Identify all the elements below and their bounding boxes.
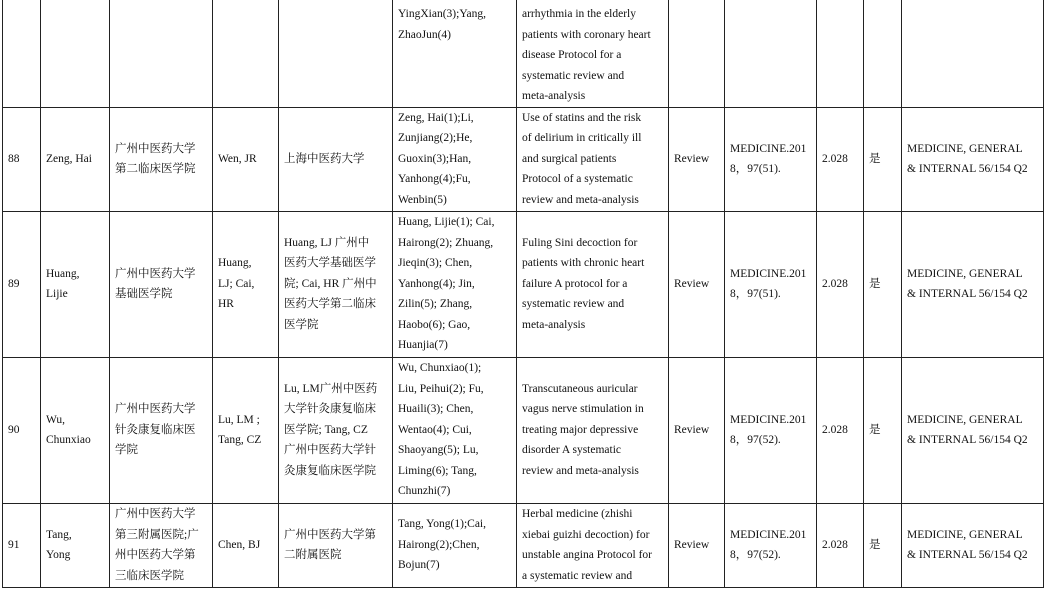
corresponding-affiliation	[279, 0, 393, 107]
row-number	[3, 0, 41, 107]
source	[725, 0, 817, 107]
table-row	[3, 107, 1044, 211]
first-affiliation: 广州中医药大学 针灸康复临床医 学院	[110, 357, 213, 503]
corresponding-author: Huang, LJ; Cai, HR	[213, 211, 279, 357]
corresponding-affiliation: Huang, LJ 广州中 医药大学基础医学 院; Cai, HR 广州中 医药大学第二临床 医学院	[279, 211, 393, 357]
category-rank: MEDICINE, GENERAL & INTERNAL 56/154 Q2	[902, 357, 1044, 503]
paper-title: arrhythmia in the elderly patients with coronary heart disease Protocol for a systematic review and meta-analysis	[517, 0, 669, 107]
paper-title: Use of statins and the risk of delirium in critically ill and surgical patients Protocol of a systematic review and meta-analysis	[517, 107, 669, 211]
corresponding-author: Chen, BJ	[213, 503, 279, 587]
first-author: Tang, Yong	[41, 503, 110, 587]
corresponding-author: Wen, JR	[213, 107, 279, 211]
document-type: Review	[669, 357, 725, 503]
all-authors: Wu, Chunxiao(1); Liu, Peihui(2); Fu, Huaili(3); Chen, Wentao(4); Cui, Shaoyang(5); Lu, Liming(6); Tang, Chunzhi(7)	[393, 357, 517, 503]
category-rank: MEDICINE, GENERAL & INTERNAL 56/154 Q2	[902, 211, 1044, 357]
publication-table	[2, 0, 1044, 588]
row-number: 89	[3, 211, 41, 357]
first-author: Zeng, Hai	[41, 107, 110, 211]
first-affiliation	[110, 0, 213, 107]
first-affiliation: 广州中医药大学 基础医学院	[110, 211, 213, 357]
all-authors: YingXian(3);Yang, ZhaoJun(4)	[393, 0, 517, 107]
row-number: 88	[3, 107, 41, 211]
impact-factor: 2.028	[817, 107, 864, 211]
corresponding-affiliation: Lu, LM广州中医药 大学针灸康复临床 医学院; Tang, CZ 广州中医药大学针 灸康复临床医学院	[279, 357, 393, 503]
document-type: Review	[669, 107, 725, 211]
all-authors: Zeng, Hai(1);Li, Zunjiang(2);He, Guoxin(3);Han, Yanhong(4);Fu, Wenbin(5)	[393, 107, 517, 211]
category-rank: MEDICINE, GENERAL & INTERNAL 56/154 Q2	[902, 107, 1044, 211]
sci-indexed	[864, 0, 902, 107]
row-number: 91	[3, 503, 41, 587]
table-row	[3, 357, 1044, 503]
document-type: Review	[669, 503, 725, 587]
source: MEDICINE.201 8，97(51).	[725, 107, 817, 211]
category-rank: MEDICINE, GENERAL & INTERNAL 56/154 Q2	[902, 503, 1044, 587]
first-affiliation: 广州中医药大学 第三附属医院;广 州中医药大学第 三临床医学院	[110, 503, 213, 587]
corresponding-affiliation: 广州中医药大学第 二附属医院	[279, 503, 393, 587]
corresponding-author: Lu, LM ; Tang, CZ	[213, 357, 279, 503]
document-type	[669, 0, 725, 107]
corresponding-author	[213, 0, 279, 107]
corresponding-affiliation: 上海中医药大学	[279, 107, 393, 211]
table-row	[3, 211, 1044, 357]
impact-factor: 2.028	[817, 357, 864, 503]
first-author	[41, 0, 110, 107]
first-author: Wu, Chunxiao	[41, 357, 110, 503]
paper-title: Herbal medicine (zhishi xiebai guizhi decoction) for unstable angina Protocol for a systematic review and	[517, 503, 669, 587]
all-authors: Tang, Yong(1);Cai, Hairong(2);Chen, Bojun(7)	[393, 503, 517, 587]
table-row	[3, 503, 1044, 587]
paper-title: Transcutaneous auricular vagus nerve stimulation in treating major depressive disorder A systematic review and meta-analysis	[517, 357, 669, 503]
sci-indexed: 是	[864, 357, 902, 503]
first-author: Huang, Lijie	[41, 211, 110, 357]
document-type: Review	[669, 211, 725, 357]
source: MEDICINE.201 8，97(52).	[725, 503, 817, 587]
impact-factor	[817, 0, 864, 107]
category-rank	[902, 0, 1044, 107]
source: MEDICINE.201 8，97(51).	[725, 211, 817, 357]
sci-indexed: 是	[864, 107, 902, 211]
paper-title: Fuling Sini decoction for patients with chronic heart failure A protocol for a systematic review and meta-analysis	[517, 211, 669, 357]
source: MEDICINE.201 8，97(52).	[725, 357, 817, 503]
sci-indexed: 是	[864, 211, 902, 357]
impact-factor: 2.028	[817, 503, 864, 587]
table-row	[3, 0, 1044, 107]
impact-factor: 2.028	[817, 211, 864, 357]
all-authors: Huang, Lijie(1); Cai, Hairong(2); Zhuang, Jieqin(3); Chen, Yanhong(4); Jin, Zilin(5); Zhang, Haobo(6); Gao, Huanjia(7)	[393, 211, 517, 357]
first-affiliation: 广州中医药大学 第二临床医学院	[110, 107, 213, 211]
row-number: 90	[3, 357, 41, 503]
sci-indexed: 是	[864, 503, 902, 587]
